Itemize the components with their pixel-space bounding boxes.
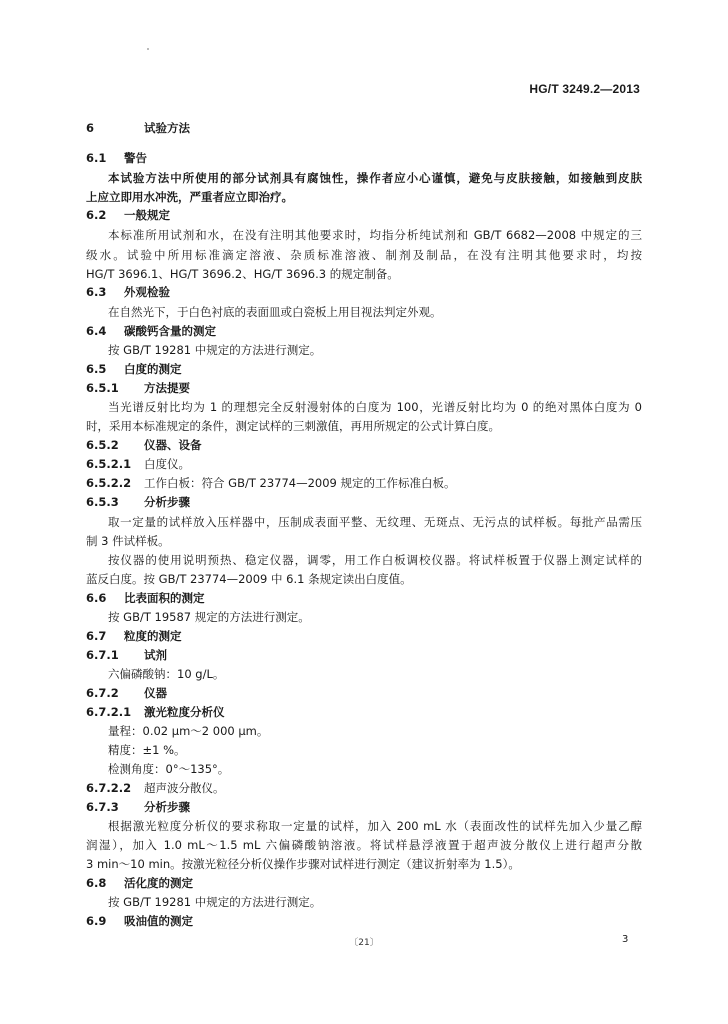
paragraph-line: 制 3 件试样板。: [86, 534, 170, 548]
paragraph-line: 本标准所用试剂和水，在没有注明其他要求时，均指分析纯试剂和 GB/T 6682—2008 中规定的三: [108, 228, 642, 242]
paragraph-line: 本试验方法中所使用的部分试剂具有腐蚀性，操作者应小心谨慎，避免与皮肤接触，如接触到皮肤: [108, 171, 642, 185]
clause-line: 6.5.2.1 白度仪。: [86, 457, 190, 471]
section-heading: 6 试验方法: [86, 121, 190, 135]
paragraph-line: HG/T 3696.1、HG/T 3696.2、HG/T 3696.3 的规定制备。: [86, 267, 399, 281]
clause-line: 6.5.2.2 工作白板：符合 GB/T 23774—2009 规定的工作标准白板。: [86, 476, 456, 490]
paragraph-line: 3 min～10 min。按激光粒径分析仪操作步骤对试样进行测定（建议折射率为 1.5）。: [86, 857, 520, 871]
section-heading: 6.5.1 方法提要: [86, 381, 190, 395]
paragraph-line: 按 GB/T 19281 中规定的方法进行测定。: [108, 343, 322, 357]
paragraph-line: 上应立即用水冲洗，严重者应立即治疗。: [86, 190, 293, 204]
section-heading: 6.9 吸油值的测定: [86, 914, 193, 928]
paragraph-line: 润湿），加入 1.0 mL～1.5 mL 六偏磷酸钠溶液。将试样悬浮液置于超声波分散仪上进行超声分散: [86, 838, 642, 852]
section-heading: 6.7 粒度的测定: [86, 629, 182, 643]
paragraph-line: 时，采用本标准规定的条件，测定试样的三刺激值，再用所规定的公式计算白度。: [86, 419, 500, 433]
section-heading: 6.7.3 分析步骤: [86, 800, 190, 814]
section-heading: 6.7.2 仪器: [86, 686, 167, 700]
paragraph-line: 按仪器的使用说明预热、稳定仪器，调零，用工作白板调校仪器。将试样板置于仪器上测定试样的: [108, 553, 642, 567]
section-heading: 6.6 比表面积的测定: [86, 591, 205, 605]
page-number: 3: [622, 934, 629, 945]
paragraph-line: 在自然光下，于白色衬底的表面皿或白瓷板上用目视法判定外观。: [108, 305, 442, 319]
section-heading: 6.3 外观检验: [86, 285, 170, 299]
paragraph-line: 当光谱反射比均为 1 的理想完全反射漫射体的白度为 100，光谱反射比均为 0 的绝对黑体白度为 0: [108, 400, 642, 414]
section-heading: 6.7.1 试剂: [86, 648, 167, 662]
section-heading: 6.1 警告: [86, 151, 147, 165]
paragraph-line: 精度：±1 %。: [108, 743, 186, 757]
section-heading: 6.8 活化度的测定: [86, 876, 193, 890]
paragraph-line: 六偏磷酸钠：10 g/L。: [108, 667, 225, 681]
paragraph-line: 级水。试验中所用标准滴定溶液、杂质标准溶液、制剂及制品，在没有注明其他要求时，均按: [86, 248, 642, 262]
footer-sheet-number: 〔21〕: [349, 938, 379, 948]
section-heading: 6.5.3 分析步骤: [86, 495, 190, 509]
paragraph-line: 按 GB/T 19281 中规定的方法进行测定。: [108, 895, 322, 909]
paragraph-line: 检测角度：0°～135°。: [108, 762, 230, 776]
section-heading: 6.5.2 仪器、设备: [86, 438, 202, 452]
section-heading: 6.5 白度的测定: [86, 362, 182, 376]
paragraph-line: 根据激光粒度分析仪的要求称取一定量的试样，加入 200 mL 水（表面改性的试样先加入少量乙醇: [108, 819, 642, 833]
paragraph-line: 蓝反白度。按 GB/T 23774—2009 中 6.1 条规定读出白度值。: [86, 572, 412, 586]
section-heading: 6.7.2.1 激光粒度分析仪: [86, 705, 225, 719]
standard-number: HG/T 3249.2—2013: [529, 82, 640, 96]
scan-speck: [147, 48, 149, 50]
section-heading: 6.4 碳酸钙含量的测定: [86, 324, 216, 338]
clause-line: 6.7.2.2 超声波分散仪。: [86, 781, 225, 795]
paragraph-line: 按 GB/T 19587 规定的方法进行测定。: [108, 610, 310, 624]
section-heading: 6.2 一般规定: [86, 208, 170, 222]
paragraph-line: 量程：0.02 μm～2 000 μm。: [108, 724, 269, 738]
paragraph-line: 取一定量的试样放入压样器中，压制成表面平整、无纹理、无斑点、无污点的试样板。每批产品需压: [108, 515, 642, 529]
